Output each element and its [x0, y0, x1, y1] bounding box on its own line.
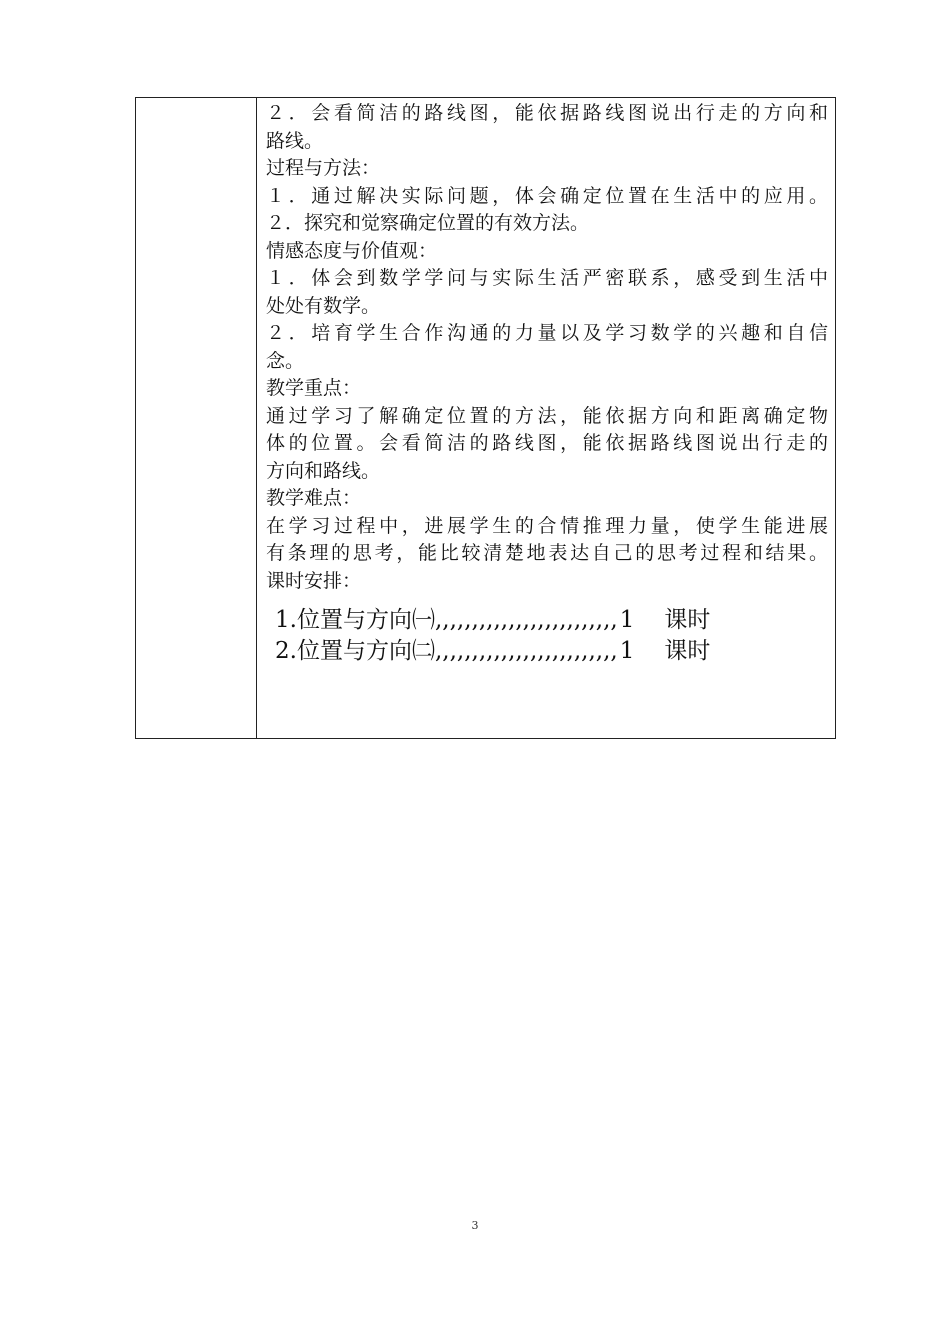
schedule-row	[275, 605, 815, 636]
section-heading-process: 过程与方法：	[266, 157, 381, 179]
schedule-count: 1	[619, 607, 635, 633]
content-table	[135, 97, 836, 739]
section-heading-attitude: 情感态度与价值观：	[266, 239, 438, 262]
schedule-count: 1	[619, 638, 635, 664]
text-line: ２．探究和觉察确定位置的有效方法。	[266, 212, 590, 234]
text-line: 处处有数学。	[266, 294, 381, 317]
text-line: 通过学习了解确定位置的方法，能依据方向和距离确定物	[266, 404, 828, 427]
schedule-title: 位置与方向㈠	[296, 607, 435, 633]
lesson-schedule	[275, 605, 815, 667]
text-line: 念。	[266, 349, 305, 372]
schedule-unit: 课时	[664, 607, 711, 633]
schedule-title: 位置与方向㈡	[296, 638, 435, 664]
schedule-number: 2.	[275, 638, 297, 664]
table-right-cell	[257, 98, 835, 738]
schedule-leader: ,,,,,,,,,,,,,,,,,,,,,,,,,	[434, 638, 618, 664]
text-line: ２．培育学生合作沟通的力量以及学习数学的兴趣和自信	[266, 322, 828, 344]
text-line: ２．会看简洁的路线图，能依据路线图说出行走的方向和	[266, 102, 828, 124]
section-heading-schedule: 课时安排：	[266, 569, 362, 592]
text-line: １．体会到数学学问与实际生活严密联系，感受到生活中	[266, 267, 828, 289]
table-left-cell	[136, 98, 257, 738]
text-line: 体的位置。会看简洁的路线图，能依据路线图说出行走的	[266, 432, 828, 454]
objectives-text	[266, 100, 828, 595]
text-line: １．通过解决实际问题，体会确定位置在生活中的应用。	[266, 184, 828, 207]
text-line: 方向和路线。	[266, 459, 381, 482]
schedule-number: 1.	[275, 607, 297, 633]
text-line: 在学习过程中，进展学生的合情推理力量，使学生能进展	[266, 514, 828, 537]
schedule-row	[275, 636, 815, 667]
text-line: 有条理的思考，能比较清楚地表达自己的思考过程和结果。	[266, 542, 828, 564]
text-line: 路线。	[266, 129, 324, 152]
schedule-unit: 课时	[664, 638, 711, 664]
schedule-leader: ,,,,,,,,,,,,,,,,,,,,,,,,,	[434, 607, 618, 633]
page-number: 3	[471, 1219, 479, 1232]
section-heading-difficulties: 教学难点：	[266, 487, 362, 509]
section-heading-key-points: 教学重点：	[266, 377, 362, 399]
